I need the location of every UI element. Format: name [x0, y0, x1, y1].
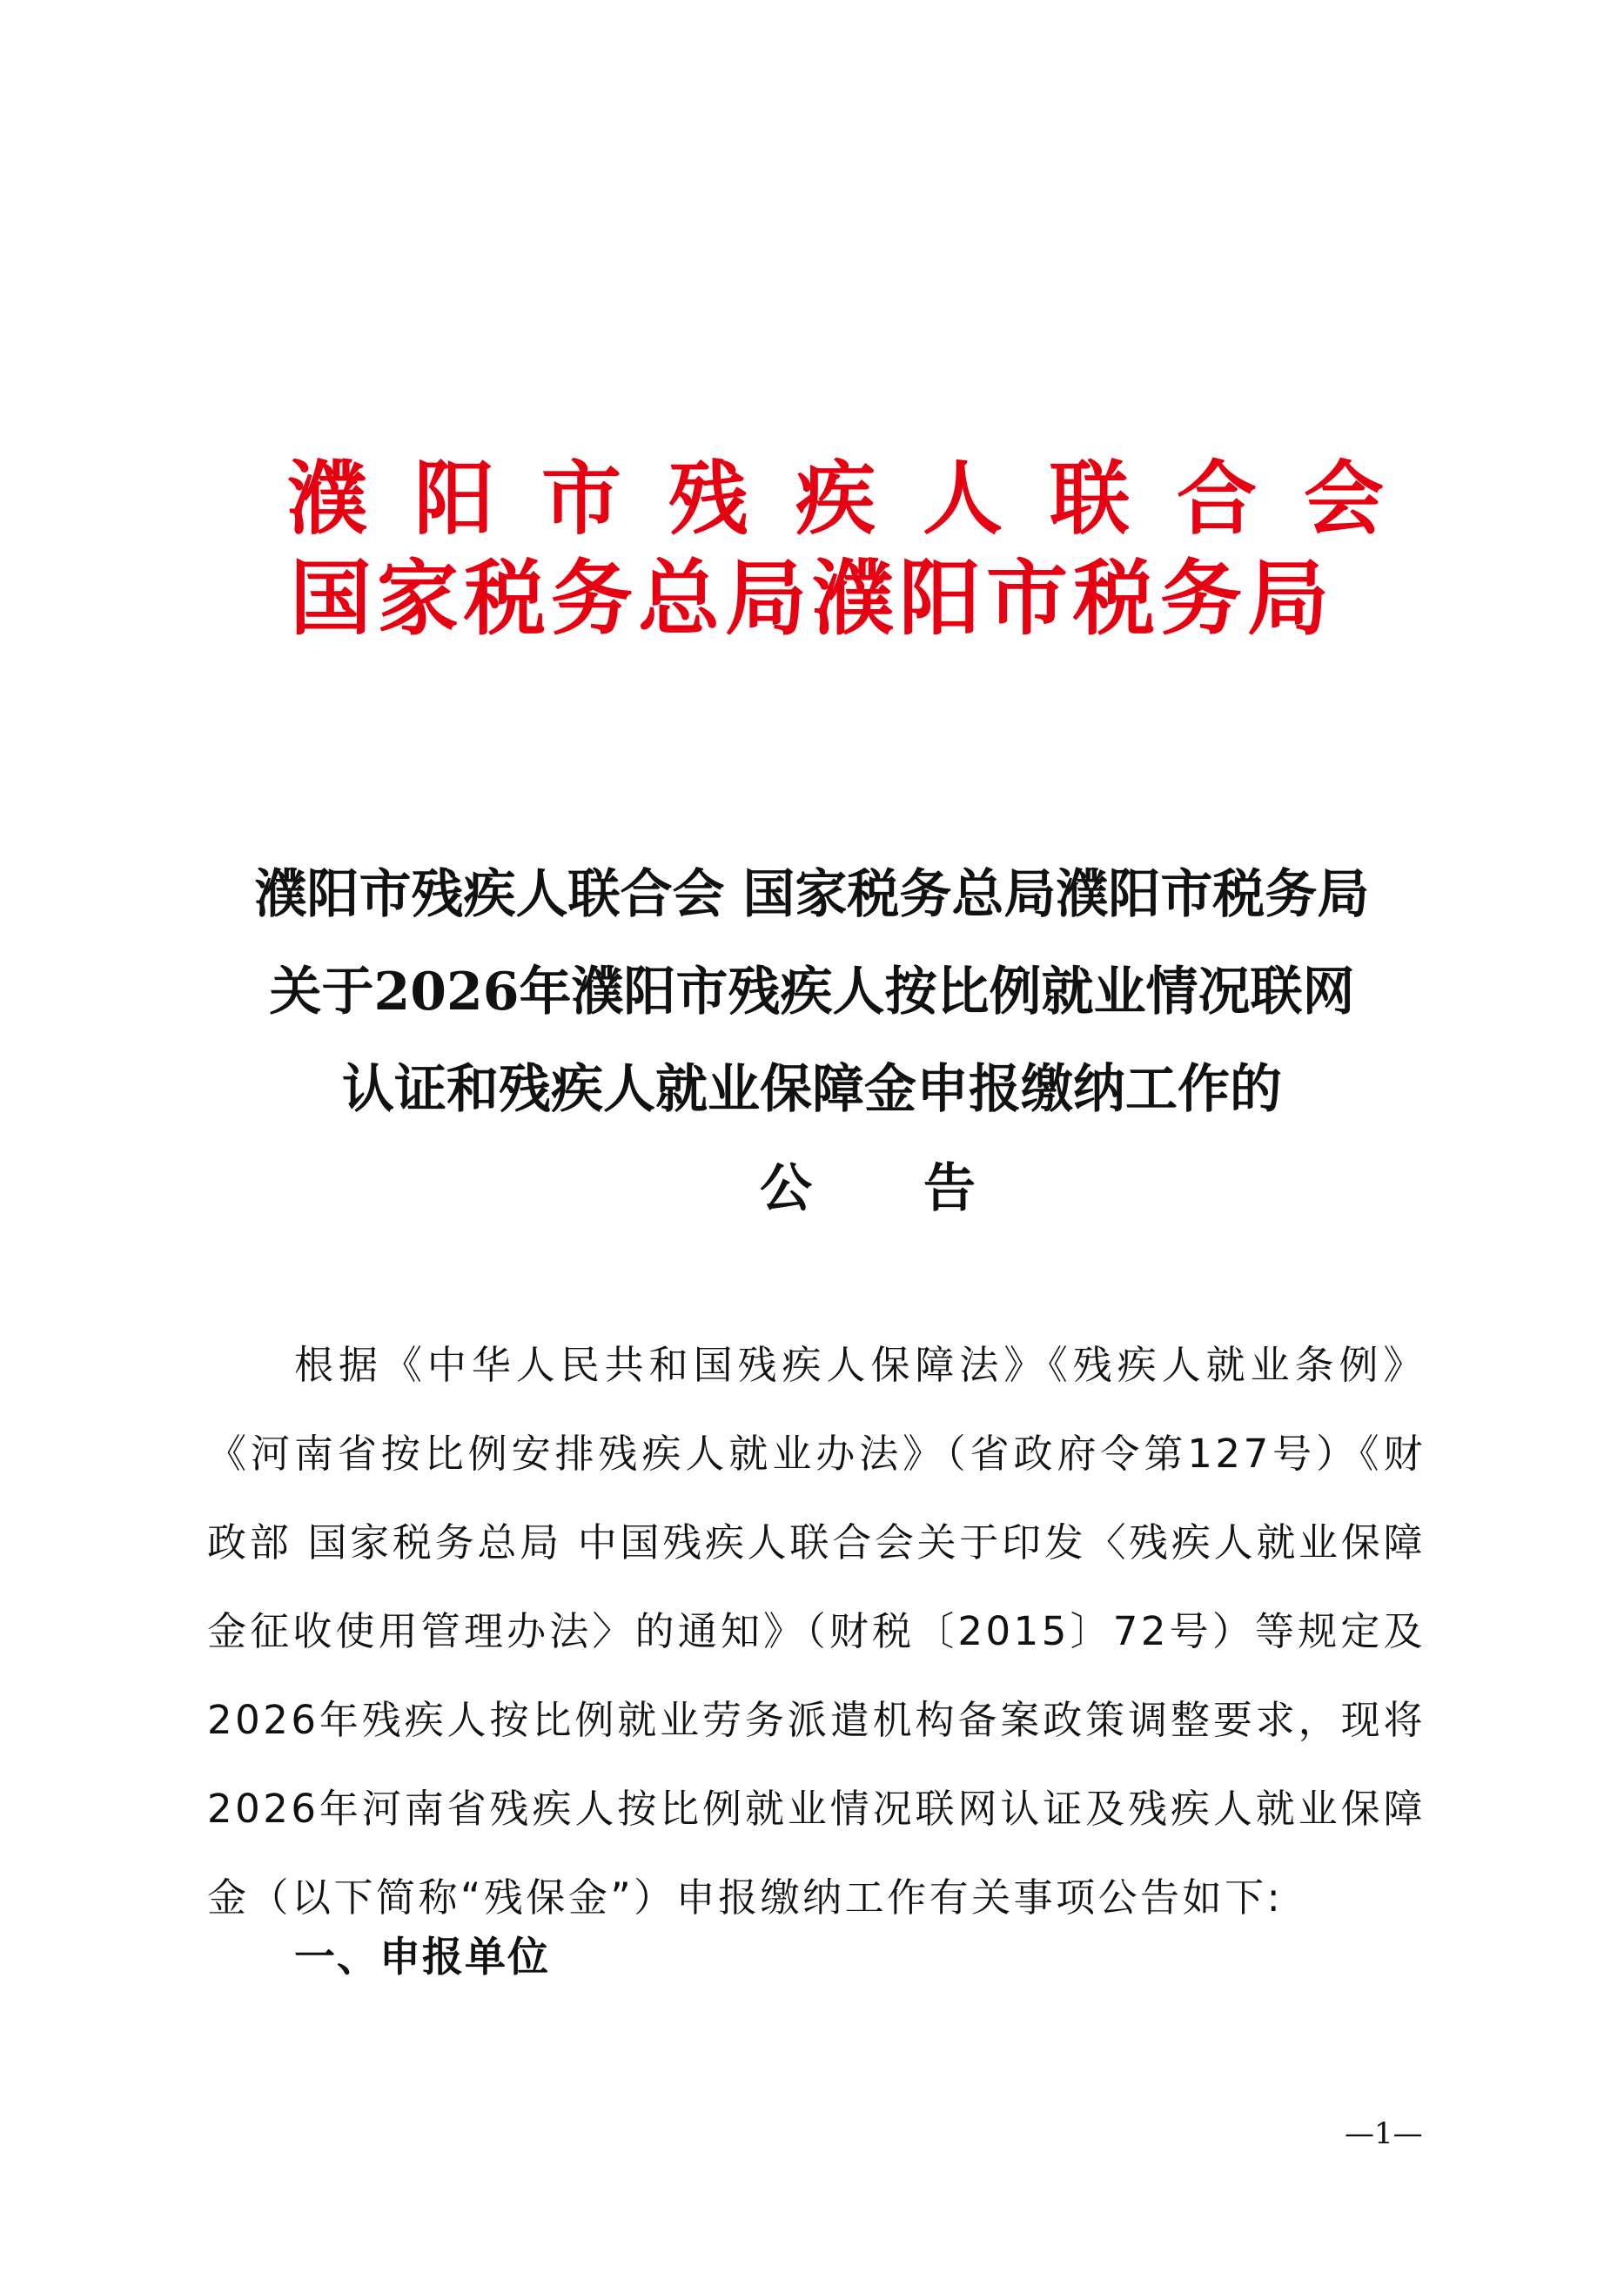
- body-paragraph-1: 根据《中华人民共和国残疾人保障法》《残疾人就业条例》《河南省按比例安排残疾人就业办法》（省政府令第127号）《财政部 国家税务总局 中国残疾人联合会关于印发〈残疾人就业保障金征收使用管理办法〉的通知》（财税〔2015〕72号）等规定及2026年残疾人按比例就业劳务派遣机构备案政策调整要求，现将2026年河南省残疾人按比例就业情况联网认证及残疾人就业保障金（以下简称“残保金”）申报缴纳工作有关事项公告如下:: [207, 1342, 1426, 1921]
- title-line-1: 濮阳市残疾人联合会 国家税务总局濮阳市税务局: [254, 864, 1370, 925]
- title-line-2: 关于2026年濮阳市残疾人按比例就业情况联网: [269, 962, 1355, 1022]
- page-number: —1—: [1345, 2116, 1423, 2151]
- issuer-header-tax-bureau: 国家税务总局濮阳市税务局: [289, 551, 1334, 647]
- title-line-4-announcement: 公告: [760, 1158, 1087, 1219]
- issuer-header-disabled-federation: 濮阳市残疾人联合会: [286, 452, 1431, 546]
- title-line-3: 认证和残疾人就业保障金申报缴纳工作的: [342, 1059, 1282, 1120]
- body-text: [207, 1321, 1426, 1942]
- section-heading-1: 一、申报单位: [294, 1934, 550, 1981]
